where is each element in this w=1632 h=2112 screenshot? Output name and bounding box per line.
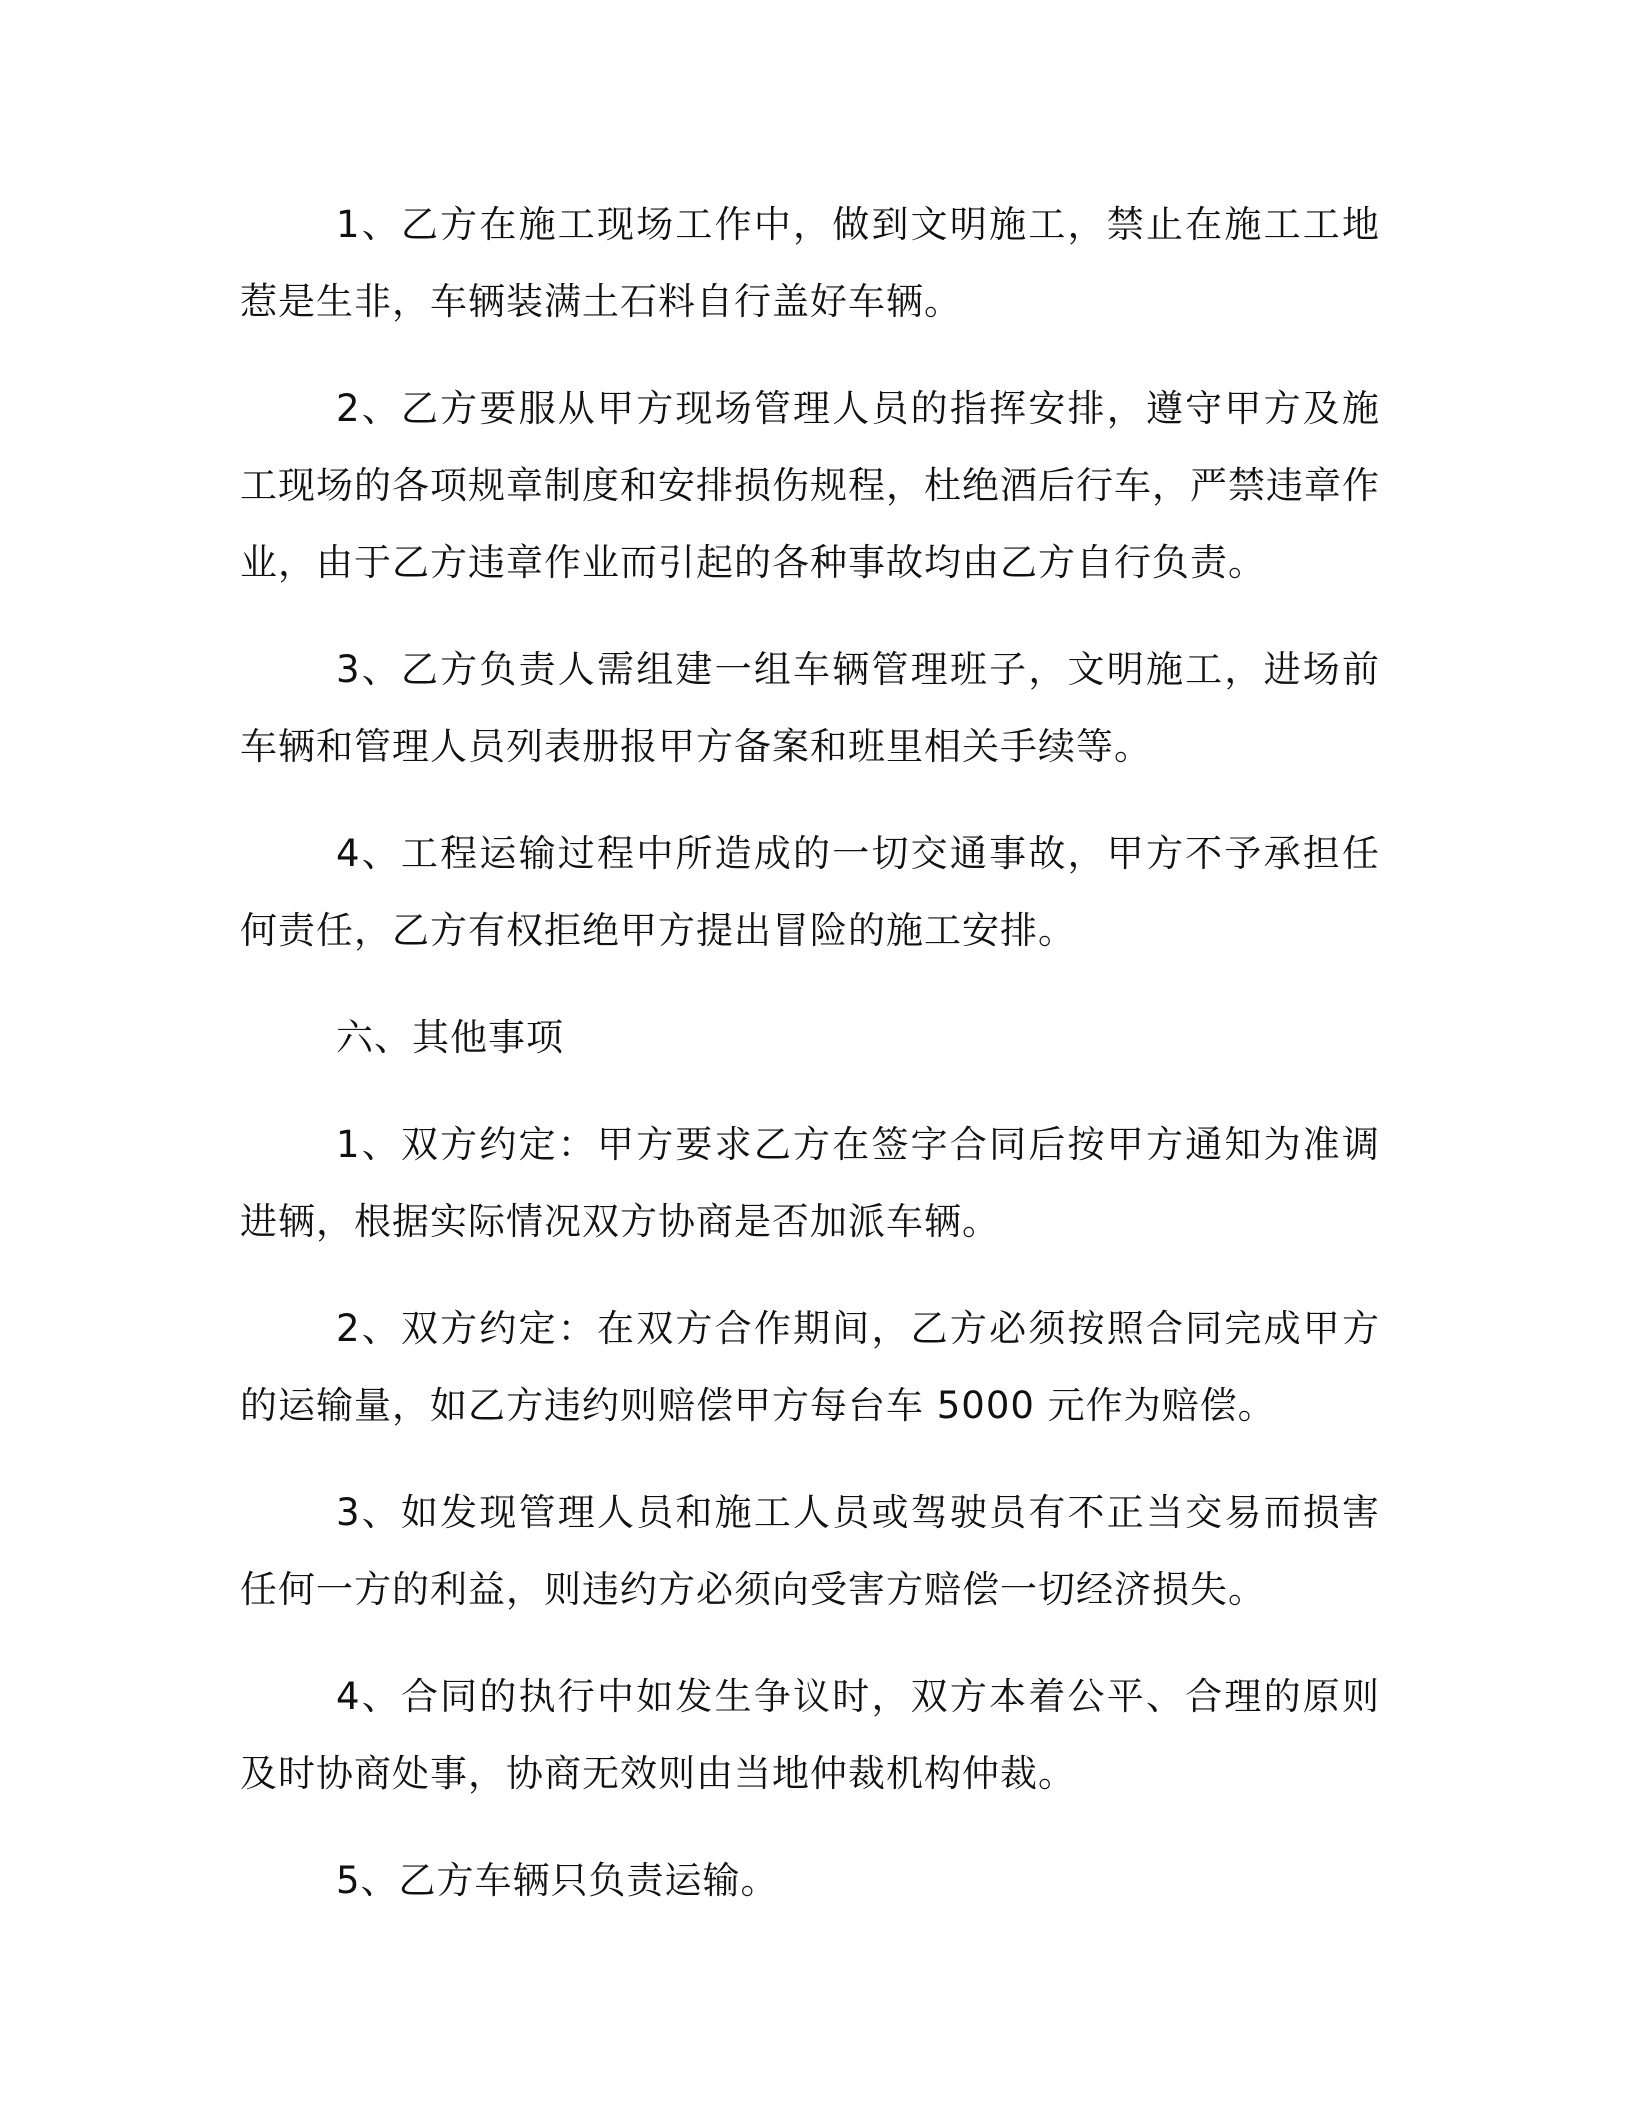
- clause-2: 2、乙方要服从甲方现场管理人员的指挥安排，遵守甲方及施工现场的各项规章制度和安排损伤规程，杜绝酒后行车，严禁违章作业，由于乙方违章作业而引起的各种事故均由乙方自行负责。: [240, 387, 1380, 584]
- clause-4: 4、工程运输过程中所造成的一切交通事故，甲方不予承担任何责任，乙方有权拒绝甲方提出冒险的施工安排。: [240, 832, 1380, 952]
- other-clause-1: 1、双方约定：甲方要求乙方在签字合同后按甲方通知为准调进辆，根据实际情况双方协商是否加派车辆。: [240, 1123, 1380, 1243]
- section-heading-other-matters: 六、其他事项: [336, 1016, 564, 1059]
- document-page: [240, 186, 1380, 1949]
- other-clause-4: 4、合同的执行中如发生争议时，双方本着公平、合理的原则及时协商处事，协商无效则由当地仲裁机构仲裁。: [240, 1675, 1380, 1795]
- other-clause-2: 2、双方约定：在双方合作期间，乙方必须按照合同完成甲方的运输量，如乙方违约则赔偿甲方每台车 5000 元作为赔偿。: [240, 1307, 1380, 1427]
- other-clause-5: 5、乙方车辆只负责运输。: [336, 1859, 779, 1902]
- other-clause-3: 3、如发现管理人员和施工人员或驾驶员有不正当交易而损害任何一方的利益，则违约方必须向受害方赔偿一切经济损失。: [240, 1491, 1380, 1611]
- clause-1: 1、乙方在施工现场工作中，做到文明施工，禁止在施工工地惹是生非，车辆装满土石料自行盖好车辆。: [240, 203, 1380, 323]
- clause-3: 3、乙方负责人需组建一组车辆管理班子，文明施工，进场前车辆和管理人员列表册报甲方备案和班里相关手续等。: [240, 648, 1380, 768]
